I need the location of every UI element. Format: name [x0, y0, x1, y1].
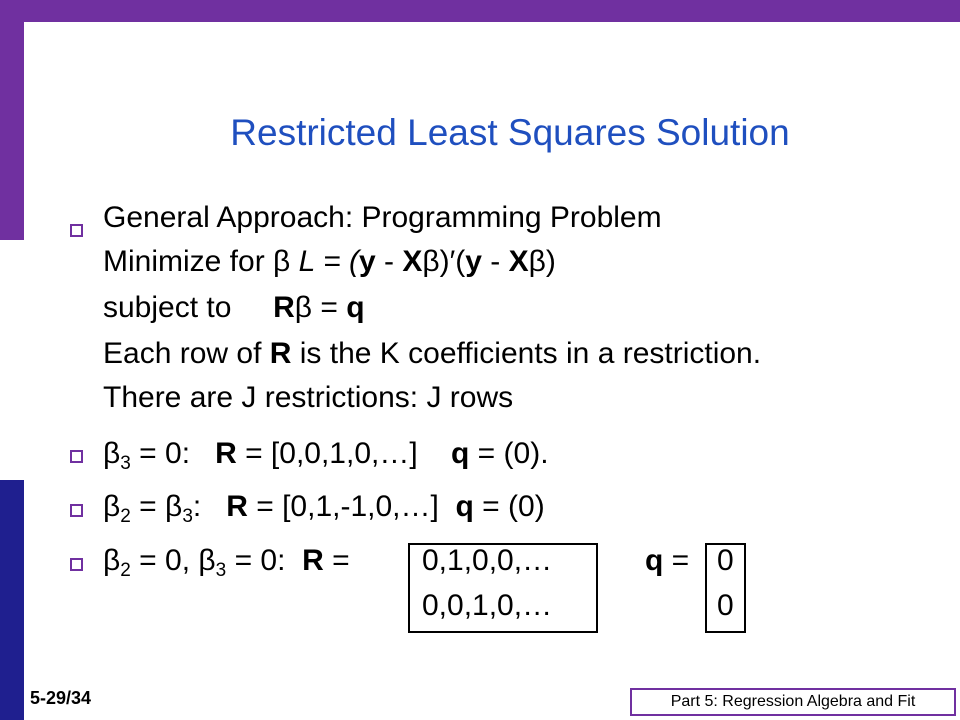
square-bullet-icon: [70, 450, 83, 463]
bullet1-line3: subject to Rβ = q: [103, 291, 365, 324]
bullet1-line1: General Approach: Programming Problem: [103, 201, 662, 234]
left-bar: [0, 0, 24, 720]
bullet1-line5: There are J restrictions: J rows: [103, 381, 514, 414]
r-matrix-row1: 0,1,0,0,…: [422, 544, 553, 577]
q-vector-row1: 0: [717, 544, 734, 577]
square-bullet-icon: [70, 224, 83, 237]
q-label: q =: [645, 544, 698, 577]
top-bar: [0, 0, 960, 22]
left-bar-bottom-segment: [0, 480, 24, 720]
footer-label: Part 5: Regression Algebra and Fit: [630, 688, 956, 716]
left-bar-middle-segment: [0, 240, 24, 480]
bullet1-line2: Minimize for β L = (y - Xβ)′(y - Xβ): [103, 245, 556, 278]
q-vector-row2: 0: [717, 589, 734, 622]
slide-title: Restricted Least Squares Solution: [230, 112, 790, 153]
square-bullet-icon: [70, 558, 83, 571]
slide-number: 5-29/34: [30, 688, 92, 708]
bullet4-text: $\beta_2 = 0$, $\beta_3 = 0$: R =: [103, 544, 358, 581]
r-matrix-row2: 0,0,1,0,…: [422, 589, 553, 622]
square-bullet-icon: [70, 504, 83, 517]
bullet2-text: $\beta_3 = 0$: R = [0,0,1,0,…] q = (0).: [103, 437, 549, 474]
bullet1-line4: Each row of R is the K coefficients in a restriction.: [103, 337, 762, 370]
bullet3-text: $\beta_2 = \beta_3$: R = [0,1,-1,0,…] q = (0): [103, 490, 545, 527]
